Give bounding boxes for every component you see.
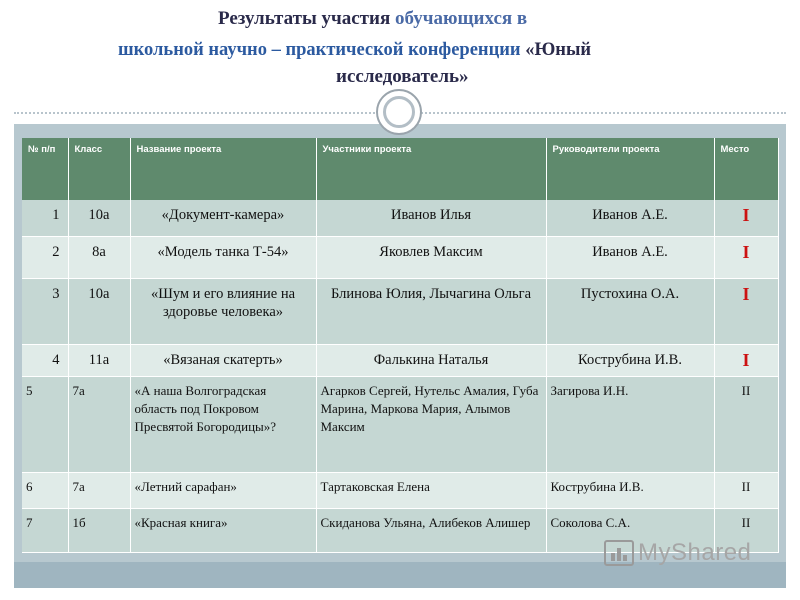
- header-participants: Участники проекта: [316, 138, 546, 200]
- cell-participants: Блинова Юлия, Лычагина Ольга: [316, 278, 546, 344]
- cell-class: 7а: [68, 472, 130, 508]
- cell-number: 5: [22, 376, 68, 472]
- header-class: Класс: [68, 138, 130, 200]
- cell-place: I: [714, 344, 778, 376]
- table-row: [22, 376, 778, 472]
- cell-leader: Кострубина И.В.: [546, 344, 714, 376]
- cell-number: 3: [22, 278, 68, 344]
- table-row: [22, 344, 778, 376]
- header-project: Название проекта: [130, 138, 316, 200]
- cell-leader: Иванов А.Е.: [546, 236, 714, 278]
- cell-number: 1: [22, 200, 68, 236]
- cell-project: «А наша Волгоградская область под Покровом Пресвятой Богородицы»?: [130, 376, 316, 472]
- header-number: № п/п: [22, 138, 68, 200]
- title-young: «Юный: [525, 40, 592, 60]
- table-row: [22, 200, 778, 236]
- cell-class: 8а: [68, 236, 130, 278]
- cell-number: 2: [22, 236, 68, 278]
- cell-participants: Тартаковская Елена: [316, 472, 546, 508]
- cell-class: 7а: [68, 376, 130, 472]
- cell-class: 10а: [68, 278, 130, 344]
- cell-participants: Агарков Сергей, Нутельс Амалия, Губа Марина, Маркова Мария, Алымов Максим: [316, 376, 546, 472]
- table-row: [22, 278, 778, 344]
- title-line-2: [118, 40, 591, 61]
- cell-participants: Иванов Илья: [316, 200, 546, 236]
- cell-place: I: [714, 200, 778, 236]
- cell-participants: Скиданова Ульяна, Алибеков Алишер: [316, 508, 546, 552]
- title-word-participation: участия: [321, 8, 391, 29]
- cell-class: 11а: [68, 344, 130, 376]
- cell-place: II: [714, 472, 778, 508]
- cell-project: «Красная книга»: [130, 508, 316, 552]
- cell-leader: Кострубина И.В.: [546, 472, 714, 508]
- cell-class: 1б: [68, 508, 130, 552]
- title-conference: школьной научно – практической конференции: [118, 40, 521, 60]
- cell-place: II: [714, 508, 778, 552]
- cell-project: «Шум и его влияние на здоровье человека»: [130, 278, 316, 344]
- cell-leader: Пустохина О.А.: [546, 278, 714, 344]
- table-row: [22, 236, 778, 278]
- table-header-row: [22, 138, 778, 200]
- title-word-students: обучающихся в: [395, 8, 528, 29]
- presentation-board-icon: [604, 540, 634, 566]
- cell-leader: Соколова С.А.: [546, 508, 714, 552]
- cell-place: I: [714, 278, 778, 344]
- title-word-results: Результаты: [218, 8, 317, 29]
- cell-project: «Модель танка Т-54»: [130, 236, 316, 278]
- watermark[interactable]: [604, 538, 751, 568]
- cell-number: 7: [22, 508, 68, 552]
- decorative-ring-icon: [383, 96, 415, 128]
- results-table: [22, 138, 779, 553]
- header-leaders: Руководители проекта: [546, 138, 714, 200]
- cell-number: 6: [22, 472, 68, 508]
- cell-number: 4: [22, 344, 68, 376]
- title-line-3: исследователь»: [336, 66, 469, 87]
- table-row: [22, 472, 778, 508]
- cell-place: I: [714, 236, 778, 278]
- cell-leader: Иванов А.Е.: [546, 200, 714, 236]
- title-line-1: [218, 8, 527, 30]
- cell-participants: Яковлев Максим: [316, 236, 546, 278]
- cell-leader: Загирова И.Н.: [546, 376, 714, 472]
- cell-project: «Вязаная скатерть»: [130, 344, 316, 376]
- cell-class: 10а: [68, 200, 130, 236]
- cell-project: «Летний сарафан»: [130, 472, 316, 508]
- watermark-text: MyShared: [638, 539, 752, 566]
- cell-place: II: [714, 376, 778, 472]
- cell-project: «Документ-камера»: [130, 200, 316, 236]
- header-place: Место: [714, 138, 778, 200]
- cell-participants: Фалькина Наталья: [316, 344, 546, 376]
